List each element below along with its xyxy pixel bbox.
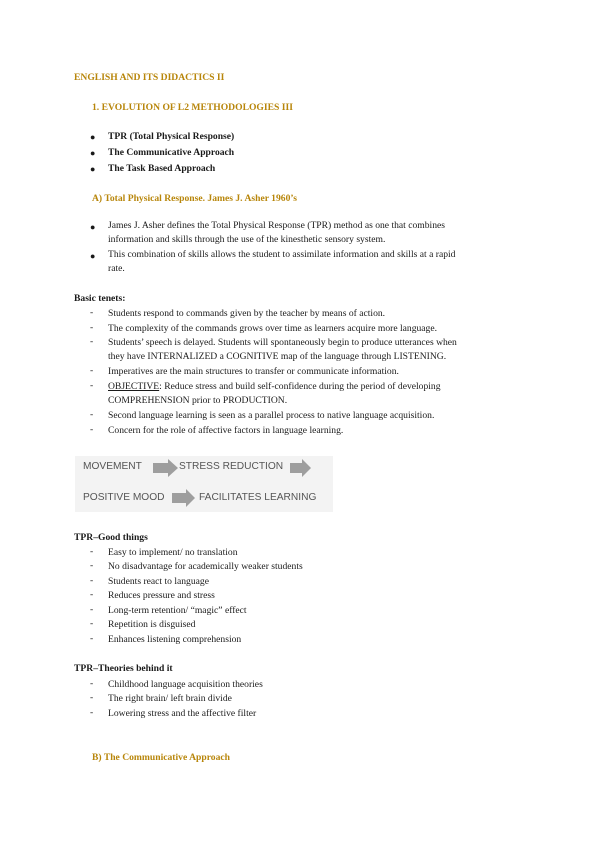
bullet-line: rate. xyxy=(108,263,125,275)
dash-icon: - xyxy=(90,604,94,615)
bullet-icon: ● xyxy=(90,164,96,174)
diagram-movement: MOVEMENT xyxy=(83,461,142,472)
tenet-item: Imperatives are the main structures to transfer or communicate information. xyxy=(108,366,399,377)
dash-icon: - xyxy=(90,409,94,420)
dash-icon: - xyxy=(90,589,94,600)
right-arrow-icon xyxy=(153,459,179,477)
list-item: Lowering stress and the affective filter xyxy=(108,708,257,719)
overview-item: The Task Based Approach xyxy=(108,163,216,174)
dash-icon: - xyxy=(90,546,94,557)
list-item: No disadvantage for academically weaker students xyxy=(108,561,303,572)
dash-icon: - xyxy=(90,575,94,586)
theories-heading: TPR–Theories behind it xyxy=(74,663,173,674)
tenet-item: Students respond to commands given by the teacher by means of action. xyxy=(108,308,386,319)
dash-icon: - xyxy=(90,678,94,689)
overview-item: TPR (Total Physical Response) xyxy=(108,131,235,142)
dash-icon: - xyxy=(90,365,94,376)
list-item: Easy to implement/ no translation xyxy=(108,547,238,558)
section-b-title: B) The Communicative Approach xyxy=(92,752,230,763)
dash-icon: - xyxy=(90,380,94,391)
bullet-icon: ● xyxy=(90,132,96,142)
tenet-item-objective: OBJECTIVE: Reduce stress and build self-confidence during the period of developing COMPREHENSION prior to PRODUCTION. xyxy=(108,380,528,409)
diagram-facilitates-learning: FACILITATES LEARNING xyxy=(199,492,317,503)
good-things-heading: TPR–Good things xyxy=(74,532,148,543)
dash-icon: - xyxy=(90,560,94,571)
list-item: The right brain/ left brain divide xyxy=(108,693,232,704)
tenet-line: they have INTERNALIZED a COGNITIVE map of the language through LISTENING. xyxy=(108,351,447,363)
list-item: Enhances listening comprehension xyxy=(108,634,242,645)
overview-item: The Communicative Approach xyxy=(108,147,235,158)
tpr-diagram xyxy=(75,456,333,512)
dash-icon: - xyxy=(90,707,94,718)
dash-icon: - xyxy=(90,336,94,347)
dash-icon: - xyxy=(90,424,94,435)
dash-icon: - xyxy=(90,692,94,703)
bullet-icon: ● xyxy=(90,222,96,232)
bullet-icon: ● xyxy=(90,148,96,158)
section-a-title: A) Total Physical Response. James J. Asher 1960’s xyxy=(92,193,297,204)
tenet-line: Reduce stress and build self-confidence during the period of developing xyxy=(164,381,441,392)
objective-label: OBJECTIVE xyxy=(108,381,160,392)
diagram-positive-mood: POSITIVE MOOD xyxy=(83,492,165,503)
list-item: Childhood language acquisition theories xyxy=(108,679,263,690)
tenet-line: COMPREHENSION prior to PRODUCTION. xyxy=(108,395,288,407)
basic-tenets-heading: Basic tenets: xyxy=(74,293,126,304)
section-a-bullet xyxy=(108,248,528,277)
tenet-item: Concern for the role of affective factors in language learning. xyxy=(108,425,344,436)
bullet-line: This combination of skills allows the student to assimilate information and skills at a rapid xyxy=(108,249,456,260)
tenet-item xyxy=(108,336,528,365)
dash-icon: - xyxy=(90,633,94,644)
list-item: Reduces pressure and stress xyxy=(108,590,215,601)
bullet-line: James J. Asher defines the Total Physical Response (TPR) method as one that combines xyxy=(108,220,446,231)
section-title: 1. EVOLUTION OF L2 METHODOLOGIES III xyxy=(92,102,293,113)
bullet-icon: ● xyxy=(90,251,96,261)
tenet-item: The complexity of the commands grows over time as learners acquire more language. xyxy=(108,323,438,334)
list-item: Repetition is disguised xyxy=(108,619,196,630)
section-a-bullet xyxy=(108,219,528,248)
tenet-item: Second language learning is seen as a parallel process to native language acquisition. xyxy=(108,410,435,421)
bullet-line: information and skills through the use of the kinesthetic sensory system. xyxy=(108,234,386,246)
tenet-line: Students’ speech is delayed. Students will spontaneously begin to produce utterances when xyxy=(108,337,457,348)
right-arrow-icon xyxy=(172,489,196,507)
diagram-stress-reduction: STRESS REDUCTION xyxy=(179,461,284,472)
right-arrow-icon xyxy=(290,459,312,477)
dash-icon: - xyxy=(90,307,94,318)
list-item: Students react to language xyxy=(108,576,209,587)
list-item: Long-term retention/ “magic” effect xyxy=(108,605,247,616)
dash-icon: - xyxy=(90,322,94,333)
course-title: ENGLISH AND ITS DIDACTICS II xyxy=(74,72,225,83)
dash-icon: - xyxy=(90,618,94,629)
